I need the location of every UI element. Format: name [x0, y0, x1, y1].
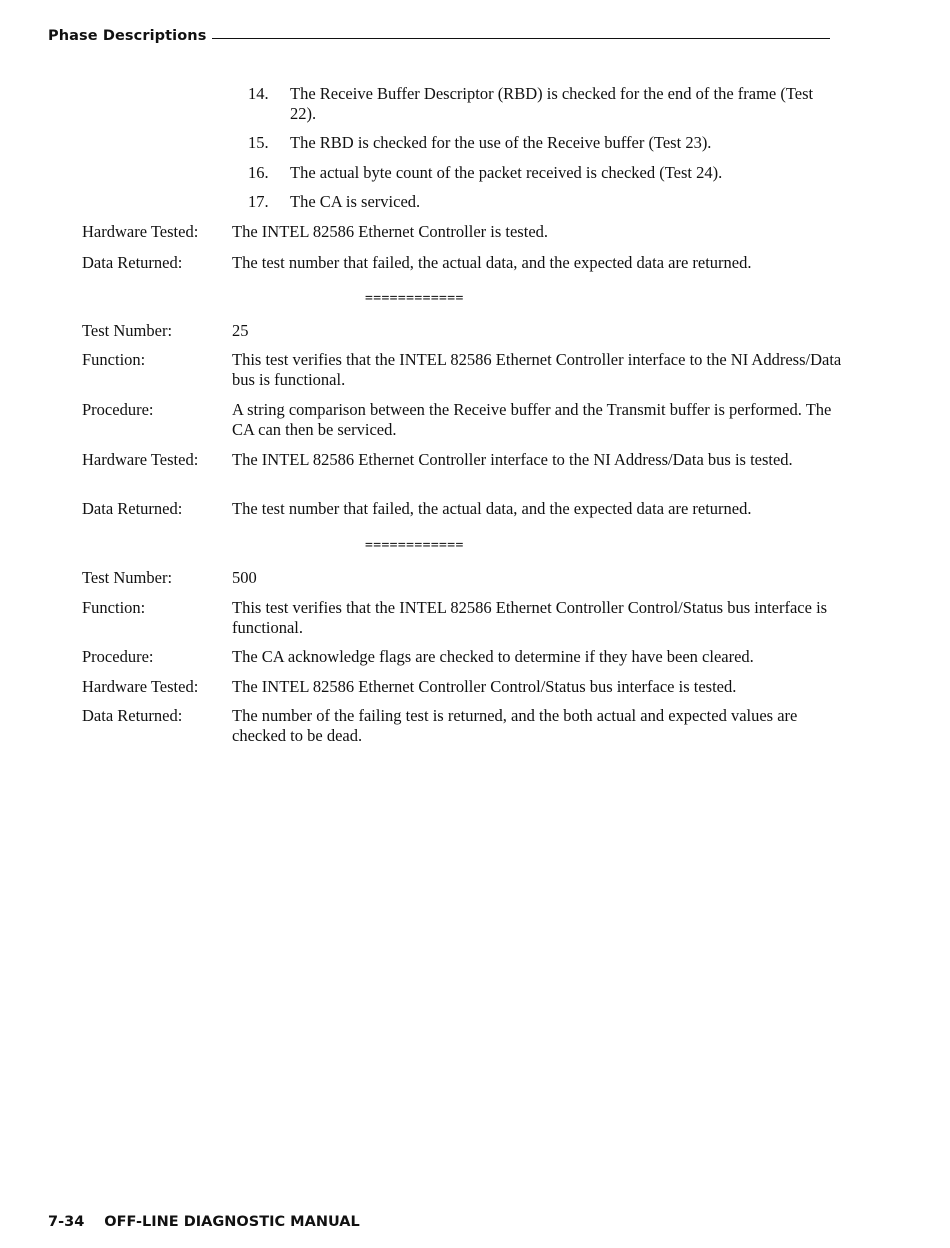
- step-number: 16.: [248, 163, 269, 182]
- step-text: The CA is serviced.: [290, 192, 421, 211]
- data-returned-row: [82, 253, 842, 273]
- field-value: The test number that failed, the actual data, and the expected data are returned.: [232, 499, 752, 518]
- field-label: Function:: [82, 598, 146, 617]
- field-label: Test Number:: [82, 568, 173, 587]
- field-value: The number of the failing test is returned, and the both actual and expected values are checked to be dead.: [232, 706, 798, 745]
- field-label: Test Number:: [82, 321, 173, 340]
- field-value: A string comparison between the Receive buffer and the Transmit buffer is performed. The CA can then be serviced.: [232, 400, 832, 439]
- step-item: [248, 133, 838, 153]
- field-label: Procedure:: [82, 400, 154, 419]
- field-value: 25: [232, 321, 249, 340]
- data-returned-row: [82, 706, 842, 745]
- field-label: Hardware Tested:: [82, 222, 199, 241]
- procedure-row: [82, 647, 842, 667]
- section-separator: ============: [365, 291, 464, 306]
- page-number: 7-34: [48, 1214, 85, 1230]
- field-label: Data Returned:: [82, 706, 183, 725]
- header-rule: [212, 38, 830, 39]
- field-value: 500: [232, 568, 257, 587]
- function-row: [82, 598, 842, 637]
- step-number: 14.: [248, 84, 269, 103]
- field-label: Procedure:: [82, 647, 154, 666]
- field-value: The INTEL 82586 Ethernet Controller is tested.: [232, 222, 549, 241]
- field-value: The INTEL 82586 Ethernet Controller interface to the NI Address/Data bus is tested.: [232, 450, 793, 469]
- field-label: Data Returned:: [82, 253, 183, 272]
- field-value: The CA acknowledge flags are checked to determine if they have been cleared.: [232, 647, 754, 666]
- page-footer: [48, 1214, 360, 1230]
- hardware-tested-row: [82, 222, 842, 242]
- step-number: 15.: [248, 133, 269, 152]
- field-label: Function:: [82, 350, 146, 369]
- field-value: The test number that failed, the actual data, and the expected data are returned.: [232, 253, 752, 272]
- step-number: 17.: [248, 192, 269, 211]
- procedure-row: [82, 400, 842, 439]
- test-number-row: [82, 321, 842, 341]
- step-text: The actual byte count of the packet received is checked (Test 24).: [290, 163, 723, 182]
- function-row: [82, 350, 842, 389]
- manual-title: OFF-LINE DIAGNOSTIC MANUAL: [104, 1214, 360, 1230]
- step-item: [248, 192, 838, 212]
- page-header: [48, 28, 830, 44]
- step-item: [248, 163, 838, 183]
- step-item: [248, 84, 838, 123]
- field-label: Hardware Tested:: [82, 677, 199, 696]
- section-title: Phase Descriptions: [48, 28, 207, 44]
- field-label: Data Returned:: [82, 499, 183, 518]
- data-returned-row: [82, 499, 842, 519]
- step-text: The RBD is checked for the use of the Receive buffer (Test 23).: [290, 133, 712, 152]
- step-text: The Receive Buffer Descriptor (RBD) is checked for the end of the frame (Test 22).: [290, 84, 814, 123]
- hardware-tested-row: [82, 677, 842, 697]
- field-value: This test verifies that the INTEL 82586 Ethernet Controller interface to the NI Address/Data bus is functional.: [232, 350, 842, 389]
- hardware-tested-row: [82, 450, 842, 470]
- section-separator: ============: [365, 538, 464, 553]
- field-value: The INTEL 82586 Ethernet Controller Control/Status bus interface is tested.: [232, 677, 737, 696]
- field-label: Hardware Tested:: [82, 450, 199, 469]
- field-value: This test verifies that the INTEL 82586 Ethernet Controller Control/Status bus interface is functional.: [232, 598, 828, 637]
- test-number-row: [82, 568, 842, 588]
